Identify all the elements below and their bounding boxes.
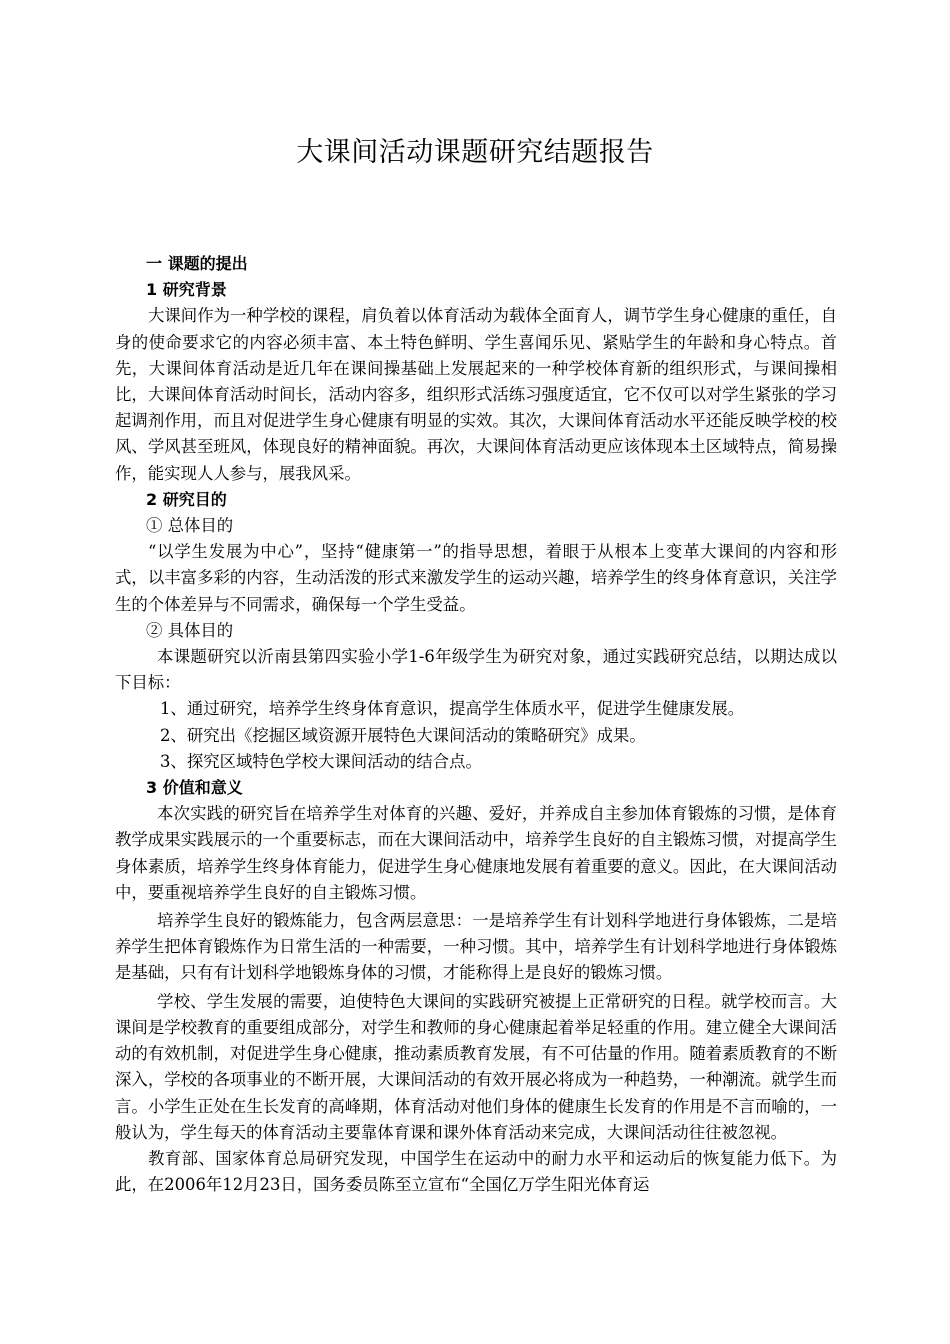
subsection-heading-background: 1 研究背景 xyxy=(146,280,227,300)
paragraph-overall-goal: “以学生发展为中心”，坚持“健康第一”的指导思想，着眼于从根本上变革大课间的内容和形式，以丰富多彩的内容，生动活泼的形式来激发学生的运动兴趣，培养学生的终身体育意识，关注学生的个体差异与不同需求，确保每一个学生受益。 xyxy=(115,542,837,614)
goal-heading-overall: ① 总体目的 xyxy=(146,516,234,536)
document-body xyxy=(115,251,837,1198)
paragraph-specific-goal: 本课题研究以沂南县第四实验小学1-6年级学生为研究对象，通过实践研究总结，以期达成以下目标： xyxy=(115,647,837,693)
paragraph-value-2: 培养学生良好的锻炼能力，包含两层意思：一是培养学生有计划科学地进行身体锻炼，二是培养学生把体育锻炼作为日常生活的一种需要，一种习惯。其中，培养学生有计划科学地进行身体锻炼是基础，只有有计划科学地锻炼身体的习惯，才能称得上是良好的锻炼习惯。 xyxy=(115,911,837,983)
document-title: 大课间活动课题研究结题报告 xyxy=(296,137,654,168)
subsection-heading-value: 3 价值和意义 xyxy=(146,778,243,798)
paragraph-background: 大课间作为一种学校的课程，肩负着以体育活动为载体全面育人，调节学生身心健康的重任，自身的使命要求它的内容必须丰富、本土特色鲜明、学生喜闻乐见、紧贴学生的年龄和身心特点。首先，大课间体育活动是近几年在课间操基础上发展起来的一种学校体育新的组织形式，与课间操相比，大课间体育活动时间长，活动内容多，组织形式活练习强度适宜，它不仅可以对学生紧张的学习起调剂作用，而且对促进学生身心健康有明显的实效。其次，大课间体育活动水平还能反映学校的校风、学风甚至班风，体现良好的精神面貌。再次，大课间体育活动更应该体现本土区域特点，简易操作，能实现人人参与，展我风采。 xyxy=(115,306,837,483)
goal-heading-specific: ② 具体目的 xyxy=(146,620,234,640)
section-heading: 一 课题的提出 xyxy=(146,254,248,273)
subsection-heading-purpose: 2 研究目的 xyxy=(146,489,227,509)
paragraph-value-1: 本次实践的研究旨在培养学生对体育的兴趣、爱好，并养成自主参加体育锻炼的习惯，是体育教学成果实践展示的一个重要标志，而在大课间活动中，培养学生良好的自主锻炼习惯，对提高学生身体素质，培养学生终身体育能力，促进学生身心健康地发展有着重要的意义。因此，在大课间活动中，要重视培养学生良好的自主锻炼习惯。 xyxy=(115,804,837,902)
goal-list-item: 1、通过研究，培养学生终身体育意识，提高学生体质水平，促进学生健康发展。 xyxy=(160,699,745,719)
paragraph-value-4: 教育部、国家体育总局研究发现，中国学生在运动中的耐力水平和运动后的恢复能力低下。为此，在2006年12月23日，国务委员陈至立宣布“全国亿万学生阳光体育运 xyxy=(115,1148,837,1195)
goal-list-item: 2、研究出《挖掘区域资源开展特色大课间活动的策略研究》成果。 xyxy=(160,725,646,745)
paragraph-value-3: 学校、学生发展的需要，迫使特色大课间的实践研究被提上正常研究的日程。就学校而言。大课间是学校教育的重要组成部分，对学生和教师的身心健康起着举足轻重的作用。建立健全大课间活动的有效机制，对促进学生身心健康，推动素质教育发展，有不可估量的作用。随着素质教育的不断深入，学校的各项事业的不断开展，大课间活动的有效开展必将成为一种趋势，一种潮流。就学生而言。小学生正处在生长发育的高峰期，体育活动对他们身体的健康生长发育的作用是不言而喻的，一般认为，学生每天的体育活动主要靠体育课和课外体育活动来完成，大课间活动往往被忽视。 xyxy=(115,991,837,1142)
goal-list-item: 3、探究区域特色学校大课间活动的结合点。 xyxy=(160,751,482,771)
